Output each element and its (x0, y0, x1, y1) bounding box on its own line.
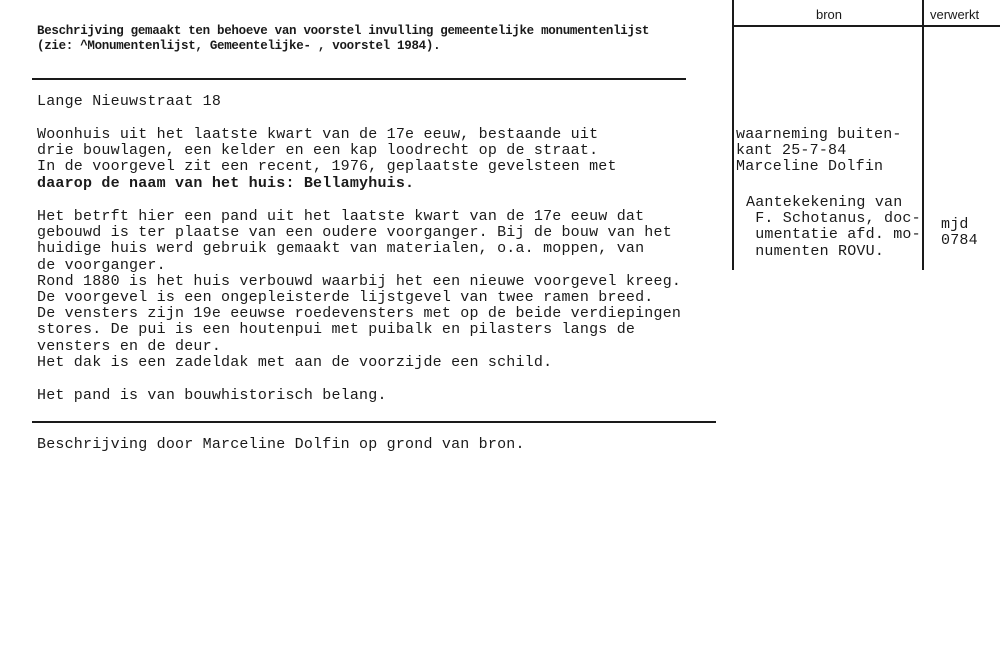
description-line: In de voorgevel zit een recent, 1976, geplaatste gevelsteen met (37, 158, 617, 176)
verwerkt-date: 0784 (941, 232, 978, 250)
verwerkt-column-header: verwerkt (930, 7, 980, 22)
header-line-1: Beschrijving gemaakt ten behoeve van voorstel invulling gemeentelijke monumentenlijst (37, 24, 650, 38)
top-rule (32, 78, 686, 80)
description-line: vensters en de deur. (37, 337, 222, 355)
description-paragraph-2 (37, 209, 681, 371)
verwerkt-column-divider (922, 0, 924, 270)
description-line: huidige huis werd gebruik gemaakt van materialen, o.a. moppen, van (37, 240, 645, 258)
description-line: gebouwd is ter plaatse van een oudere voorganger. Bij de bouw van het (37, 224, 672, 242)
description-line: Woonhuis uit het laatste kwart van de 17e eeuw, bestaande uit (37, 126, 599, 143)
description-line: Rond 1880 is het huis verbouwd waarbij het een nieuwe voorgevel kreeg. (37, 272, 682, 290)
source-line: F. Schotanus, doc- (746, 210, 921, 228)
verwerkt-entry (941, 217, 978, 249)
source-line: waarneming buiten- (736, 126, 902, 143)
verwerkt-initials: mjd (941, 216, 969, 233)
column-header-rule (732, 25, 1000, 27)
bron-column-header: bron (816, 7, 843, 22)
description-line: stores. De pui is een houtenpui met puibalk en pilasters langs de (37, 321, 636, 339)
source-2 (746, 195, 921, 260)
source-line: Aantekekening van (746, 194, 903, 211)
source-line: numenten ROVU. (746, 242, 885, 260)
bron-column-divider (732, 0, 734, 270)
description-line: Het dak is een zadeldak met aan de voorzijde een schild. (37, 353, 553, 371)
source-line: umentatie afd. mo- (746, 226, 921, 244)
source-line: kant 25-7-84 (736, 142, 847, 160)
description-paragraph-3: Het pand is van bouwhistorisch belang. (37, 387, 387, 404)
footer-attribution: Beschrijving door Marceline Dolfin op grond van bron. (37, 436, 525, 453)
description-line: de voorganger. (37, 256, 166, 274)
source-1 (736, 127, 902, 176)
source-line: Marceline Dolfin (736, 158, 884, 176)
address: Lange Nieuwstraat 18 (37, 93, 222, 110)
description-line: De voorgevel is een ongepleisterde lijstgevel van twee ramen breed. (37, 289, 654, 307)
description-line-bold: daarop de naam van het huis: Bellamyhuis. (37, 174, 415, 192)
description-line: Het betrft hier een pand uit het laatste kwart van de 17e eeuw dat (37, 208, 645, 225)
description-paragraph-1 (37, 127, 617, 192)
bottom-rule (32, 421, 716, 423)
header-line-2: (zie: ^Monumentenlijst, Gemeentelijke- , voorstel 1984). (37, 39, 441, 53)
description-line: drie bouwlagen, een kelder en een kap loodrecht op de straat. (37, 142, 599, 160)
description-line: De vensters zijn 19e eeuwse roedevensters met op de beide verdiepingen (37, 305, 682, 323)
